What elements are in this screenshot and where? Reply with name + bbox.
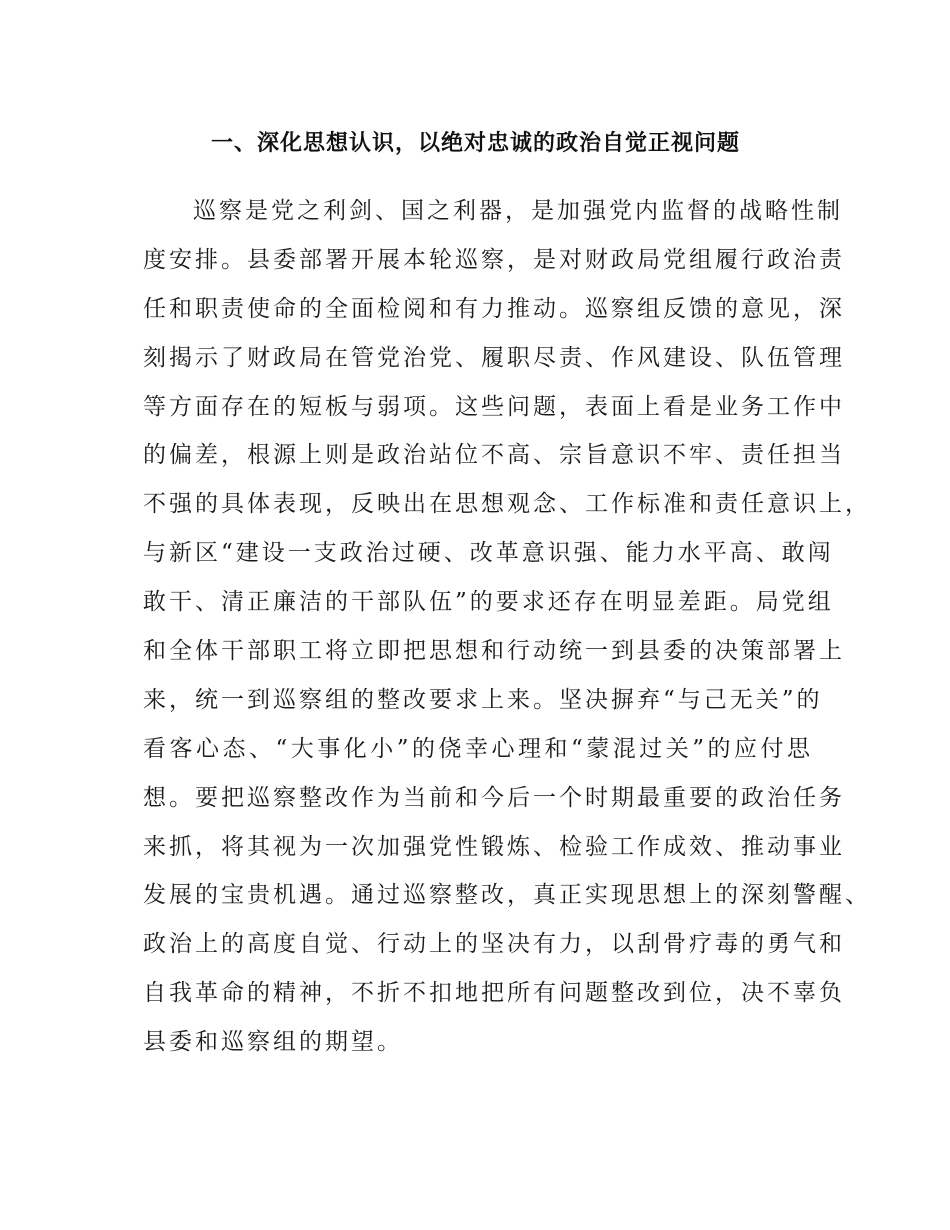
paragraph-line: 等方面存在的短板与弱项。这些问题，表面上看是业务工作中 bbox=[143, 393, 845, 420]
section-heading: 一、深化思想认识，以绝对忠诚的政治自觉正视问题 bbox=[210, 131, 740, 156]
body-paragraph bbox=[143, 187, 871, 1067]
paragraph-line: 刻揭示了财政局在管党治党、履职尽责、作风建设、队伍管理 bbox=[143, 344, 845, 371]
paragraph-line: 来抓，将其视为一次加强党性锻炼、检验工作成效、推动事业 bbox=[143, 833, 845, 860]
paragraph-line: 县委和巡察组的期望。 bbox=[143, 1029, 403, 1056]
paragraph-line: 任和职责使命的全面检阅和有力推动。巡察组反馈的意见，深 bbox=[143, 295, 845, 322]
paragraph-line: 与新区“建设一支政治过硬、改革意识强、能力水平高、敢闯 bbox=[143, 540, 834, 567]
paragraph-line: 和全体干部职工将立即把思想和行动统一到县委的决策部署上 bbox=[143, 638, 845, 665]
paragraph-line: 政治上的高度自觉、行动上的坚决有力，以刮骨疗毒的勇气和 bbox=[143, 931, 845, 958]
paragraph-line: 发展的宝贵机遇。通过巡察整改，真正实现思想上的深刻警醒、 bbox=[143, 882, 871, 909]
paragraph-line: 的偏差，根源上则是政治站位不高、宗旨意识不牢、责任担当 bbox=[143, 442, 845, 469]
paragraph-line: 想。要把巡察整改作为当前和今后一个时期最重要的政治任务 bbox=[143, 784, 845, 811]
paragraph-line: 度安排。县委部署开展本轮巡察，是对财政局党组履行政治责 bbox=[143, 246, 845, 273]
paragraph-line: 自我革命的精神，不折不扣地把所有问题整改到位，决不辜负 bbox=[143, 980, 845, 1007]
paragraph-line: 来，统一到巡察组的整改要求上来。坚决摒弃“与己无关”的 bbox=[143, 686, 823, 713]
paragraph-line: 看客心态、“大事化小”的侥幸心理和“蒙混过关”的应付思 bbox=[143, 735, 813, 762]
paragraph-line: 敢干、清正廉洁的干部队伍”的要求还存在明显差距。局党组 bbox=[143, 589, 834, 616]
paragraph-line: 巡察是党之利剑、国之利器，是加强党内监督的战略性制 bbox=[193, 198, 843, 224]
paragraph-line: 不强的具体表现，反映出在思想观念、工作标准和责任意识上， bbox=[143, 491, 871, 518]
